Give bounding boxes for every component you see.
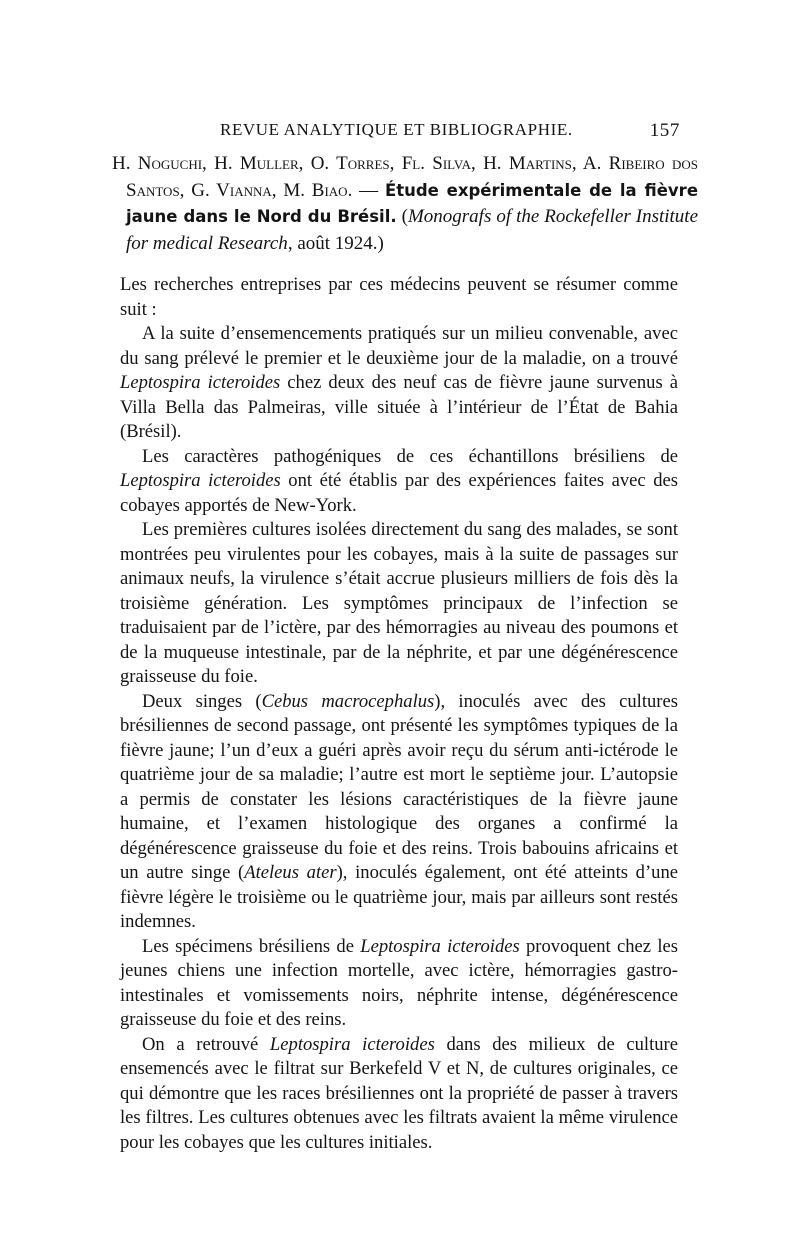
paragraph-text: ont été établis par des expériences faites avec des cobayes apportés de New-York.	[120, 470, 678, 516]
reference-dash: —	[352, 179, 385, 201]
paragraph-text: Les premières cultures isolées directement du sang des malades, se sont montrées peu virulentes pour les cobayes, mais à la suite de passages sur animaux neufs, la virulence s’était accrue plusieurs milliers de fois dès la troisième génération. Les symptômes principaux de l’infection se traduisaient par de l’ictère, par des hémorragies au niveau des poumons et de la muqueuse intestinale, par de la néphrite, et par une dégénérescence graisseuse du foie.	[120, 519, 678, 687]
reference-source: Monografs of the Rockefeller Institute for medical Research	[126, 206, 699, 254]
paragraph-text: chez deux des neuf cas de fièvre jaune survenus à Villa Bella das Palmeiras, ville située à l’intérieur de l’État de Bahia (Brésil).	[120, 372, 678, 442]
body-paragraph	[120, 322, 678, 445]
running-head	[120, 120, 680, 144]
paragraph-text: On a retrouvé	[142, 1033, 270, 1055]
body-paragraph	[120, 1033, 678, 1156]
body-paragraph	[120, 518, 678, 690]
reference-source-open: (	[396, 206, 408, 227]
italic-term: Leptospira icteroides	[120, 372, 281, 393]
reference-title: Étude expérimentale de la fièvre jaune dans le Nord du Brésil.	[126, 180, 699, 226]
paragraph-text: Deux singes (	[142, 690, 262, 712]
body-paragraph	[120, 690, 678, 935]
italic-term: Leptospira icteroides	[360, 935, 520, 957]
paragraph-text: Les recherches entreprises par ces médecins peuvent se résumer comme suit :	[120, 274, 678, 320]
paragraph-text: Les caractères pathogéniques de ces échantillons brésiliens de	[142, 445, 678, 467]
reference-authors: H. Noguchi, H. Muller, O. Torres, Fl. Silva, H. Martins, A. Ribeiro dos Santos, G. Vianna, M. Biao.	[112, 153, 698, 201]
paragraph-text: ), inoculés avec des cultures brésiliennes de second passage, ont présenté les symptômes typiques de la fièvre jaune; l’un d’eux a guéri après avoir reçu du sérum anti-ictérode le quatrième jour de sa maladie; l’autre est mort le septième jour. L’autopsie a permis de constater les lésions caractéristiques de la fièvre jaune humaine, et l’examen histologique des organes a confirmé la dégénérescence graisseuse du foie et des reins. Trois babouins africains et un autre singe (	[120, 690, 678, 883]
paragraph-text: dans des milieux de culture ensemencés avec le filtrat sur Berkefeld V et N, de cultures originales, ce qui démontre que les races brésiliennes ont la propriété de passer à travers les filtres. Les cultures obtenues avec les filtrats avaient la même virulence pour les cobayes que les cultures initiales.	[120, 1033, 678, 1153]
body-paragraph	[120, 445, 678, 519]
italic-term: Cebus macrocephalus	[261, 690, 435, 712]
paragraph-text: A la suite d’ensemencements pratiqués sur un milieu convenable, avec du sang prélevé le premier et le deuxième jour de la maladie, on a trouvé	[120, 323, 678, 369]
italic-term: Leptospira icteroides	[269, 1033, 435, 1055]
reference-date: , août 1924.)	[287, 232, 384, 254]
bibliographic-reference	[112, 151, 698, 257]
page-number: 157	[649, 120, 680, 141]
article-body	[120, 273, 678, 1155]
italic-term: Ateleus ater	[244, 862, 337, 883]
paragraph-text: ), inoculés également, ont été atteints d’une fièvre légère le troisième ou le quatrième jour, mais par ailleurs sont restés indemnes.	[120, 862, 678, 932]
body-paragraph	[120, 935, 678, 1033]
paragraph-text: Les spécimens brésiliens de	[142, 935, 361, 957]
italic-term: Leptospira icteroides	[120, 470, 281, 491]
body-paragraph	[120, 273, 678, 322]
running-title: REVUE ANALYTIQUE ET BIBLIOGRAPHIE.	[220, 120, 573, 139]
paragraph-text: provoquent chez les jeunes chiens une infection mortelle, avec ictère, hémorragies gastro-intestinales et vomissements noirs, néphrite intense, dégénérescence graisseuse du foie et des reins.	[120, 935, 678, 1030]
